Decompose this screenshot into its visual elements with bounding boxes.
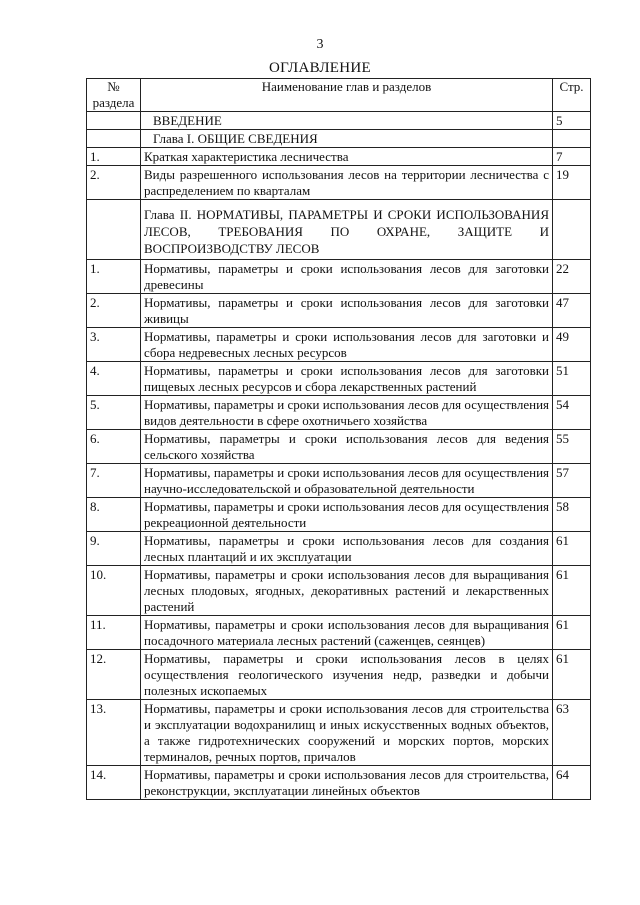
toc-row [87, 700, 591, 766]
toc-row-page: 63 [553, 700, 591, 766]
toc-row [87, 328, 591, 362]
toc-header-row [87, 79, 591, 112]
toc-row-title: ВВЕДЕНИЕ [141, 112, 553, 130]
toc-row-page: 22 [553, 260, 591, 294]
toc-row-page: 61 [553, 532, 591, 566]
toc-row-number: 8. [87, 498, 141, 532]
header-section-name: Наименование глав и разделов [141, 79, 553, 112]
toc-row-page: 7 [553, 148, 591, 166]
toc-row-number: 10. [87, 566, 141, 616]
toc-row-number: 3. [87, 328, 141, 362]
toc-row [87, 430, 591, 464]
toc-row-page [553, 200, 591, 260]
toc-row-number: 12. [87, 650, 141, 700]
toc-row-number: 11. [87, 616, 141, 650]
toc-row [87, 566, 591, 616]
toc-row-page: 19 [553, 166, 591, 200]
toc-row [87, 650, 591, 700]
toc-row-number [87, 112, 141, 130]
toc-chapter-2 [87, 200, 591, 260]
toc-row-number: 2. [87, 294, 141, 328]
toc-row-page: 49 [553, 328, 591, 362]
header-section-number: № раздела [87, 79, 141, 112]
toc-row-number: 1. [87, 148, 141, 166]
toc-row-page: 61 [553, 566, 591, 616]
toc-row-title: Нормативы, параметры и сроки использования лесов в целях осуществления геологического изучения недр, разведки и добычи полезных ископаемых [141, 650, 553, 700]
toc-row-page: 57 [553, 464, 591, 498]
toc-table [86, 78, 591, 800]
toc-chapter-1 [87, 130, 591, 148]
header-page: Стр. [553, 79, 591, 112]
toc-row-title: Нормативы, параметры и сроки использования лесов для ведения сельского хозяйства [141, 430, 553, 464]
toc-row-title: Нормативы, параметры и сроки использования лесов для осуществления видов деятельности в сфере охотничьего хозяйства [141, 396, 553, 430]
toc-row-title: Нормативы, параметры и сроки использования лесов для заготовки живицы [141, 294, 553, 328]
toc-row-title: Нормативы, параметры и сроки использования лесов для строительства, реконструкции, эксплуатации линейных объектов [141, 766, 553, 800]
toc-row-number [87, 130, 141, 148]
toc-row-title: Нормативы, параметры и сроки использования лесов для осуществления рекреационной деятельности [141, 498, 553, 532]
toc-row-title: Виды разрешенного использования лесов на территории лесничества с распределением по кварталам [141, 166, 553, 200]
toc-row [87, 498, 591, 532]
toc-row-title: Нормативы, параметры и сроки использования лесов для заготовки и сбора недревесных лесных ресурсов [141, 328, 553, 362]
toc-row-number: 14. [87, 766, 141, 800]
toc-row-page: 61 [553, 650, 591, 700]
toc-row [87, 294, 591, 328]
toc-row [87, 532, 591, 566]
toc-row-number: 2. [87, 166, 141, 200]
toc-row [87, 396, 591, 430]
toc-row [87, 260, 591, 294]
chapter-1-title: Глава I. ОБЩИЕ СВЕДЕНИЯ [141, 130, 553, 148]
toc-row [87, 148, 591, 166]
toc-row-page [553, 130, 591, 148]
toc-row-number: 6. [87, 430, 141, 464]
toc-row-title: Нормативы, параметры и сроки использования лесов для осуществления научно-исследовательской и образовательной деятельности [141, 464, 553, 498]
toc-row-number: 4. [87, 362, 141, 396]
toc-row-intro [87, 112, 591, 130]
toc-row-number: 5. [87, 396, 141, 430]
toc-row-page: 58 [553, 498, 591, 532]
toc-row-title: Нормативы, параметры и сроки использования лесов для заготовки древесины [141, 260, 553, 294]
toc-row-title: Нормативы, параметры и сроки использования лесов для выращивания лесных плодовых, ягодных, декоративных растений и лекарственных растений [141, 566, 553, 616]
toc-row [87, 766, 591, 800]
toc-row-title: Нормативы, параметры и сроки использования лесов для создания лесных плантаций и их эксплуатации [141, 532, 553, 566]
toc-row-page: 51 [553, 362, 591, 396]
toc-row-number: 13. [87, 700, 141, 766]
toc-row-title: Нормативы, параметры и сроки использования лесов для заготовки пищевых лесных ресурсов и сбора лекарственных растений [141, 362, 553, 396]
toc-row-title: Краткая характеристика лесничества [141, 148, 553, 166]
toc-row-title: Нормативы, параметры и сроки использования лесов для выращивания посадочного материала лесных растений (саженцев, сеянцев) [141, 616, 553, 650]
toc-row [87, 464, 591, 498]
toc-row [87, 362, 591, 396]
toc-row-number: 9. [87, 532, 141, 566]
toc-row-page: 54 [553, 396, 591, 430]
chapter-2-title: Глава II. НОРМАТИВЫ, ПАРАМЕТРЫ И СРОКИ ИСПОЛЬЗОВАНИЯ ЛЕСОВ, ТРЕБОВАНИЯ ПО ОХРАНЕ, ЗАЩИТЕ И ВОСПРОИЗВОДСТВУ ЛЕСОВ [141, 200, 553, 260]
page-number: 3 [316, 37, 324, 52]
page-title: ОГЛАВЛЕНИЕ [269, 60, 371, 76]
toc-row-number: 1. [87, 260, 141, 294]
toc-row-number: 7. [87, 464, 141, 498]
toc-row-number [87, 200, 141, 260]
toc-row [87, 166, 591, 200]
toc-row-title: Нормативы, параметры и сроки использования лесов для строительства и эксплуатации водохранилищ и иных искусственных водных объектов, а также гидротехнических сооружений и морских портов, морских терминалов, речных портов, причалов [141, 700, 553, 766]
toc-row [87, 616, 591, 650]
toc-row-page: 5 [553, 112, 591, 130]
toc-row-page: 61 [553, 616, 591, 650]
toc-row-page: 64 [553, 766, 591, 800]
toc-row-page: 47 [553, 294, 591, 328]
toc-row-page: 55 [553, 430, 591, 464]
